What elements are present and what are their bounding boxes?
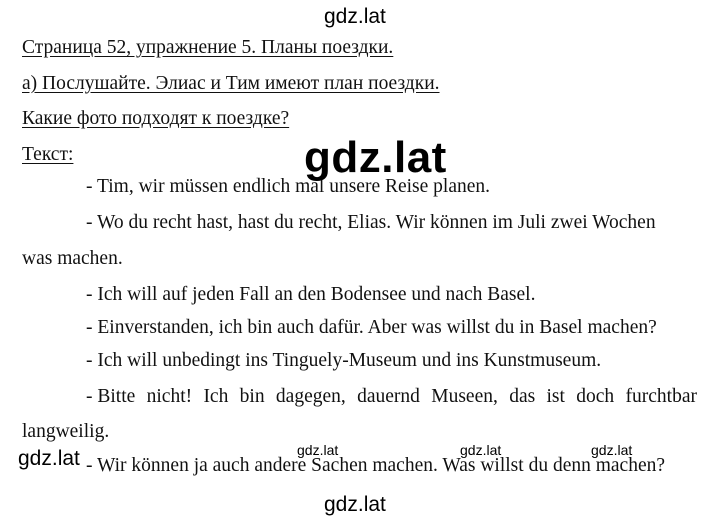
word: nicht! xyxy=(146,386,193,407)
word: furchtbar xyxy=(625,386,697,407)
watermark-left: gdz.lat xyxy=(18,447,80,470)
text-label: Текст: xyxy=(22,144,74,165)
watermark-top: gdz.lat xyxy=(324,5,386,28)
dialogue-line-7: - Wir können ja auch andere Sachen machen. Was willst du denn machen? xyxy=(86,455,666,476)
watermark-small-2: gdz.lat xyxy=(460,442,502,458)
word: doch xyxy=(576,386,615,407)
watermark-center: gdz.lat xyxy=(304,133,447,182)
word: bin xyxy=(239,386,265,407)
word: dagegen, xyxy=(275,386,346,407)
word: Museen, xyxy=(431,386,498,407)
watermark-small-3: gdz.lat xyxy=(591,442,633,458)
word: Ich xyxy=(203,386,229,407)
word: - Bitte xyxy=(86,386,136,407)
watermark-small-1: gdz.lat xyxy=(297,442,339,458)
word: das xyxy=(509,386,536,407)
dialogue-line-5: - Ich will unbedingt ins Tinguely-Museum und ins Kunstmuseum. xyxy=(86,350,602,371)
word: dauernd xyxy=(357,386,420,407)
task-question: Какие фото подходят к поездке? xyxy=(22,108,290,129)
dialogue-line-3: - Ich will auf jeden Fall an den Bodensee und nach Basel. xyxy=(86,284,536,305)
dialogue-line-6-continuation: langweilig. xyxy=(22,421,110,442)
dialogue-line-1: - Tim, wir müssen endlich mal unsere Reise planen. xyxy=(86,176,491,197)
task-a-instruction: а) Послушайте. Элиас и Тим имеют план поездки. xyxy=(22,73,440,94)
word: ist xyxy=(546,386,565,407)
watermark-bottom: gdz.lat xyxy=(324,493,386,516)
dialogue-line-4: - Einverstanden, ich bin auch dafür. Aber was willst du in Basel machen? xyxy=(86,317,657,338)
dialogue-line-6 xyxy=(86,387,697,407)
dialogue-line-2-continuation: was machen. xyxy=(22,248,123,269)
exercise-title: Страница 52, упражнение 5. Планы поездки. xyxy=(22,37,394,58)
dialogue-line-2: - Wo du recht hast, hast du recht, Elias. Wir können im Juli zwei Wochen xyxy=(86,212,656,233)
